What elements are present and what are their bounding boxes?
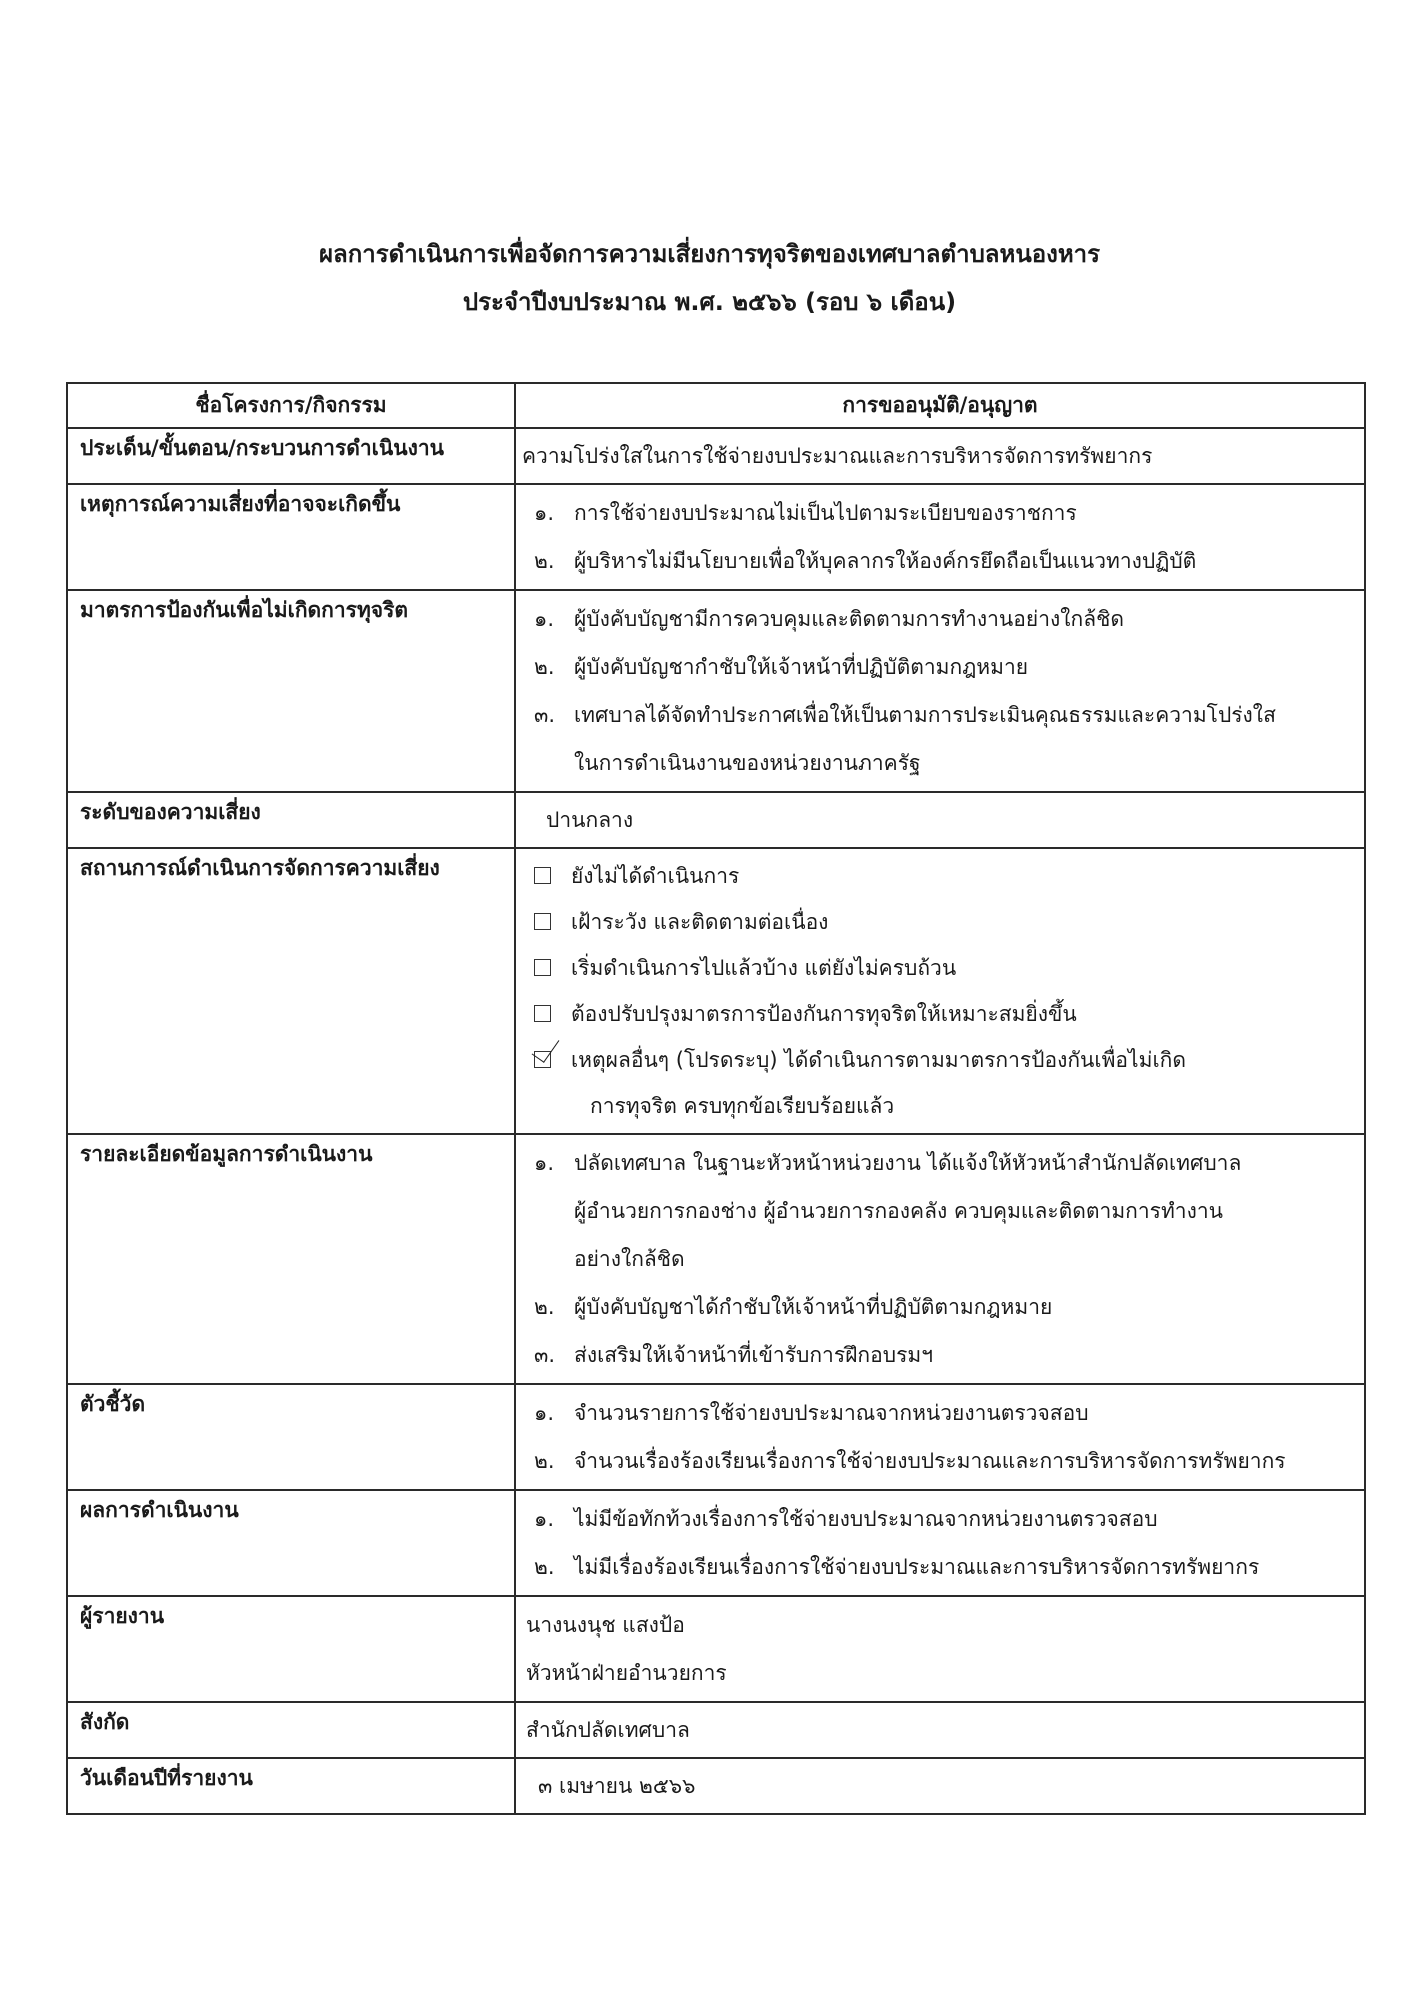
risk-report-table xyxy=(66,382,1366,1815)
reporter-position: หัวหน้าฝ่ายอำนวยการ xyxy=(526,1661,727,1685)
row-issue xyxy=(67,428,1365,484)
affiliation-text: สำนักปลัดเทศบาล xyxy=(526,1718,690,1742)
status-option: เริ่มดำเนินการไปแล้วบ้าง แต่ยังไม่ครบถ้วน xyxy=(534,945,1358,991)
label-reporter: ผู้รายงาน xyxy=(67,1596,515,1702)
checkbox-checked-icon xyxy=(534,1051,551,1068)
issue-text: ความโปร่งใสในการใช้จ่ายงบประมาณและการบริหารจัดการทรัพยากร xyxy=(522,444,1153,468)
list-item: ๓. เทศบาลได้จัดทำประกาศเพื่อให้เป็นตามการประเมินคุณธรรมและความโปร่งใส xyxy=(534,703,1276,727)
report-date-text: ๓ เมษายน ๒๕๖๖ xyxy=(538,1774,696,1798)
list-item: ๓. ส่งเสริมให้เจ้าหน้าที่เข้ารับการฝึกอบรมฯ xyxy=(534,1343,933,1367)
row-affiliation xyxy=(67,1702,1365,1758)
list-item: ๑. ไม่มีข้อทักท้วงเรื่องการใช้จ่ายงบประมาณจากหน่วยงานตรวจสอบ xyxy=(534,1507,1158,1531)
row-results xyxy=(67,1490,1365,1596)
status-option: ต้องปรับปรุงมาตรการป้องกันการทุจริตให้เหมาะสมยิ่งขึ้น xyxy=(534,991,1358,1037)
value-status xyxy=(515,848,1365,1134)
row-indicators xyxy=(67,1384,1365,1490)
label-affiliation: สังกัด xyxy=(67,1702,515,1758)
list-item: ๒. ผู้บังคับบัญชากำชับให้เจ้าหน้าที่ปฏิบัติตามกฎหมาย xyxy=(534,655,1029,679)
list-item: ๑. ผู้บังคับบัญชามีการควบคุมและติดตามการทำงานอย่างใกล้ชิด xyxy=(534,607,1124,631)
document-title: ผลการดำเนินการเพื่อจัดการความเสี่ยงการทุจริตของเทศบาลตำบลหนองหาร xyxy=(318,240,1101,268)
value-results xyxy=(515,1490,1365,1596)
status-option: ยังไม่ได้ดำเนินการ xyxy=(534,853,1358,899)
label-results: ผลการดำเนินงาน xyxy=(67,1490,515,1596)
checkbox-unchecked-icon xyxy=(534,867,551,884)
label-indicators: ตัวชี้วัด xyxy=(67,1384,515,1490)
row-details xyxy=(67,1134,1365,1384)
document-subtitle: ประจำปีงบประมาณ พ.ศ. ๒๕๖๖ (รอบ ๖ เดือน) xyxy=(462,288,957,316)
status-option-continuation: การทุจริต ครบทุกข้อเรียบร้อยแล้ว xyxy=(590,1094,895,1118)
value-issue xyxy=(515,428,1365,484)
list-item-continuation: อย่างใกล้ชิด xyxy=(574,1247,685,1271)
label-prevention: มาตรการป้องกันเพื่อไม่เกิดการทุจริต xyxy=(67,590,515,792)
label-issue: ประเด็น/ขั้นตอน/กระบวนการดำเนินงาน xyxy=(67,428,515,484)
status-option-checked: เหตุผลอื่นๆ (โปรดระบุ) ได้ดำเนินการตามมาตรการป้องกันเพื่อไม่เกิด xyxy=(534,1037,1358,1083)
checkbox-unchecked-icon xyxy=(534,959,551,976)
value-risk-level xyxy=(515,792,1365,848)
label-status: สถานการณ์ดำเนินการจัดการความเสี่ยง xyxy=(67,848,515,1134)
value-prevention xyxy=(515,590,1365,792)
label-risk-events: เหตุการณ์ความเสี่ยงที่อาจจะเกิดขึ้น xyxy=(67,484,515,590)
label-risk-level: ระดับของความเสี่ยง xyxy=(67,792,515,848)
row-report-date xyxy=(67,1758,1365,1814)
row-reporter xyxy=(67,1596,1365,1702)
list-item: ๑. การใช้จ่ายงบประมาณไม่เป็นไปตามระเบียบของราชการ xyxy=(534,501,1077,525)
list-item: ๑. ปลัดเทศบาล ในฐานะหัวหน้าหน่วยงาน ได้แจ้งให้หัวหน้าสำนักปลัดเทศบาล xyxy=(534,1151,1242,1175)
value-report-date xyxy=(515,1758,1365,1814)
value-reporter xyxy=(515,1596,1365,1702)
checkbox-unchecked-icon xyxy=(534,913,551,930)
status-option: เฝ้าระวัง และติดตามต่อเนื่อง xyxy=(534,899,1358,945)
list-item: ๒. ผู้บังคับบัญชาได้กำชับให้เจ้าหน้าที่ปฏิบัติตามกฎหมาย xyxy=(534,1295,1053,1319)
risk-level-text: ปานกลาง xyxy=(546,808,634,832)
list-item: ๒. ผู้บริหารไม่มีนโยบายเพื่อให้บุคลากรให้องค์กรยึดถือเป็นแนวทางปฏิบัติ xyxy=(534,549,1197,573)
list-item: ๑. จำนวนรายการใช้จ่ายงบประมาณจากหน่วยงานตรวจสอบ xyxy=(534,1401,1089,1425)
checkbox-unchecked-icon xyxy=(534,1005,551,1022)
row-prevention xyxy=(67,590,1365,792)
row-risk-events xyxy=(67,484,1365,590)
value-indicators xyxy=(515,1384,1365,1490)
value-affiliation xyxy=(515,1702,1365,1758)
value-details xyxy=(515,1134,1365,1384)
list-item-continuation: ผู้อำนวยการกองช่าง ผู้อำนวยการกองคลัง ควบคุมและติดตามการทำงาน xyxy=(574,1199,1223,1223)
reporter-name: นางนงนุช แสงป้อ xyxy=(526,1613,685,1637)
header-project-name: ชื่อโครงการ/กิจกรรม xyxy=(67,383,515,428)
table-header-row xyxy=(67,383,1365,428)
row-status xyxy=(67,848,1365,1134)
header-approval: การขออนุมัติ/อนุญาต xyxy=(515,383,1365,428)
list-item: ๒. จำนวนเรื่องร้องเรียนเรื่องการใช้จ่ายงบประมาณและการบริหารจัดการทรัพยากร xyxy=(534,1449,1286,1473)
row-risk-level xyxy=(67,792,1365,848)
label-details: รายละเอียดข้อมูลการดำเนินงาน xyxy=(67,1134,515,1384)
list-item-continuation: ในการดำเนินงานของหน่วยงานภาครัฐ xyxy=(574,751,921,775)
list-item: ๒. ไม่มีเรื่องร้องเรียนเรื่องการใช้จ่ายงบประมาณและการบริหารจัดการทรัพยากร xyxy=(534,1555,1260,1579)
value-risk-events xyxy=(515,484,1365,590)
label-report-date: วันเดือนปีที่รายงาน xyxy=(67,1758,515,1814)
